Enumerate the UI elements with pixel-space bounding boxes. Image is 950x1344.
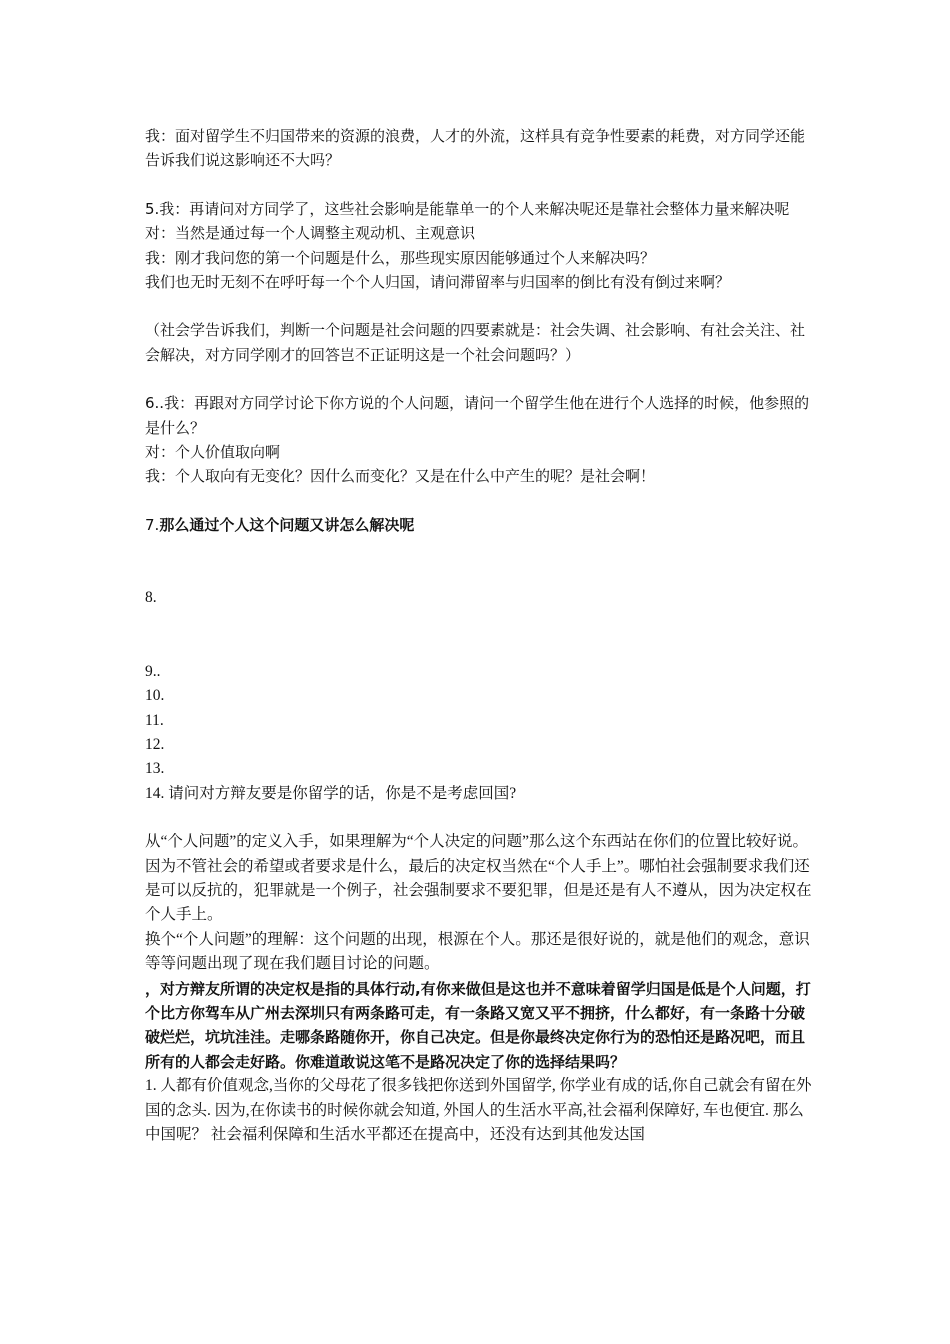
item-14-question: 14. 请问对方辩友要是你留学的话，你是不是考虑回国? bbox=[145, 784, 517, 802]
question-6-line-1: 6..我：再跟对方同学讨论下你方说的个人问题，请问一个留学生他在进行个人选择的时候，他参照的是什么？ bbox=[145, 394, 810, 437]
item-11: 11. bbox=[145, 711, 164, 729]
question-6-line-3: 我：个人取向有无变化？因什么而变化？又是在什么中产生的呢？是社会啊！ bbox=[145, 467, 656, 486]
question-7 bbox=[145, 513, 817, 537]
question-5-line-3: 我：刚才我问您的第一个问题是什么，那些现实原因能够通过个人来解决吗？ bbox=[145, 248, 656, 267]
paragraph-resource-waste: 我：面对留学生不归国带来的资源的浪费，人才的外流，这样具有竞争性要素的耗费，对方同学还能告诉我们说这影响还不大吗？ bbox=[145, 127, 806, 170]
document-body bbox=[145, 124, 817, 1147]
paragraph-road-analogy: ，对方辩友所谓的决定权是指的具体行动,有你来做但是这也并不意味着留学归国是低是个人问题，打个比方你驾车从广州去深圳只有两条路可走，有一条路又宽又平不拥挤，什么都好，有一条路十分破破烂烂，坑坑洼洼。走哪条路随你开，你自己决定。但是你最终决定你行为的恐怕还是路况吧，而且所有的人都会走好路。你难道敢说这笔不是路况决定了你的选择结果吗？ bbox=[145, 979, 811, 1071]
paragraph-alternative-understanding: 换个“个人问题”的理解：这个问题的出现，根源在个人。那还是很好说的，就是他们的观念，意识等等问题出现了现在我们题目讨论的问题。 bbox=[145, 930, 810, 973]
question-5-line-1: 5.我：再请问对方同学了，这些社会影响是能靠单一的个人来解决呢还是靠社会整体力量来解决呢 bbox=[145, 199, 790, 218]
question-6-line-2: 对：个人价值取向啊 bbox=[145, 443, 281, 462]
question-5-line-2: 对：当然是通过每一个人调整主观动机、主观意识 bbox=[145, 224, 476, 243]
item-13: 13. bbox=[145, 760, 165, 778]
paragraph-value-concept: 1. 人都有价值观念,当你的父母花了很多钱把你送到外国留学, 你学业有成的话,你自己就会有留在外国的念头. 因为,在你读书的时候你就会知道, 外国人的生活水平高,社会福利保障好, 车也便宜. 那么中国呢？ 社会福利保障和生活水平都还在提高中，还没有达到其他发达国 bbox=[145, 1077, 812, 1143]
item-9: 9.. bbox=[145, 662, 161, 680]
item-8: 8. bbox=[145, 589, 157, 607]
item-12: 12. bbox=[145, 735, 165, 753]
question-7-text: 那么通过个人这个问题又讲怎么解决呢 bbox=[159, 515, 415, 534]
question-7-number: 7. bbox=[145, 515, 160, 534]
paragraph-definition: 从“个人问题”的定义入手，如果理解为“个人决定的问题”那么这个东西站在你们的位置比较好说。因为不管社会的希望或者要求是什么，最后的决定权当然在“个人手上”。哪怕社会强制要求我们还是可以反抗的，犯罪就是一个例子，社会强制要求不要犯罪，但是还是有人不遵从，因为决定权在个人手上。 bbox=[145, 833, 812, 924]
sociology-note: （社会学告诉我们，判断一个问题是社会问题的四要素就是：社会失调、社会影响、有社会关注、社会解决，对方同学刚才的回答岂不正证明这是一个社会问题吗？） bbox=[145, 321, 806, 364]
item-10: 10. bbox=[145, 687, 165, 705]
question-5-line-4: 我们也无时无刻不在呼吁每一个个人归国，请问滞留率与归国率的倒比有没有倒过来啊？ bbox=[145, 273, 731, 292]
